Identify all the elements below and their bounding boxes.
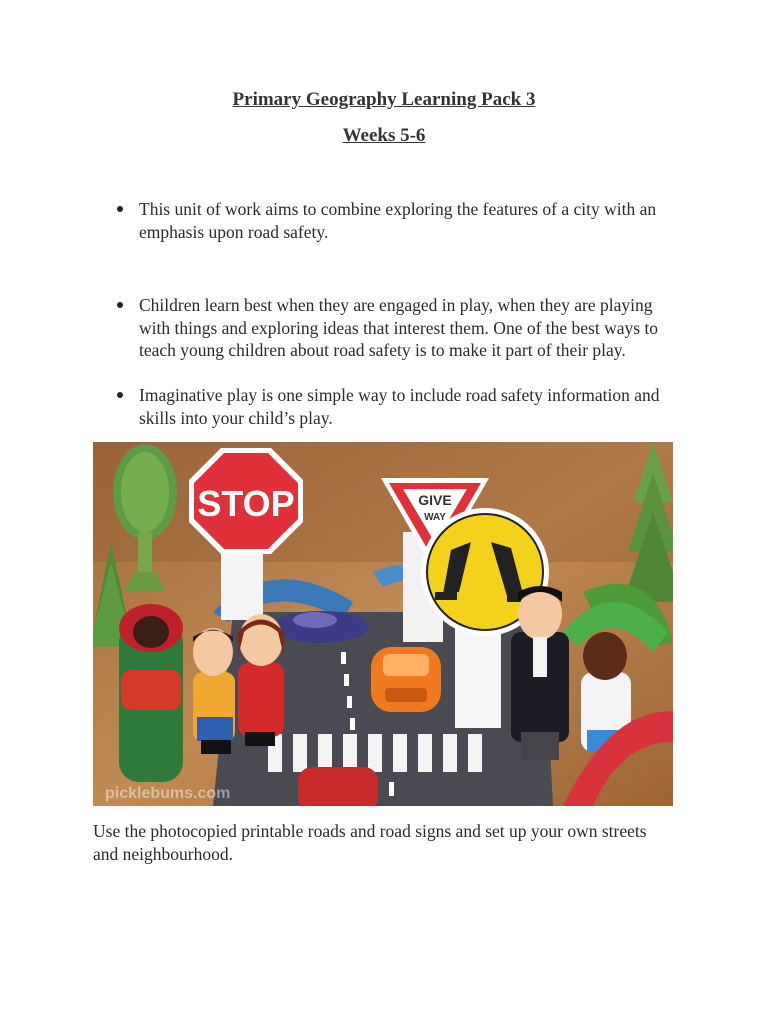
wooden-figure-girl [238,614,284,746]
wooden-figure-man [511,586,569,760]
bullet-item: This unit of work aims to combine exploring the features of a city with an emphasis upon road safety. [139,198,669,243]
orange-toy-car [371,647,441,712]
document-subtitle: Weeks 5-6 [342,125,426,146]
red-toy-car [298,767,378,806]
photo-watermark: picklebums.com [105,785,231,802]
wooden-figure-large [119,604,183,782]
photo-caption: Use the photocopied printable roads and road signs and set up your own streets and neighbourhood. [93,821,647,864]
bullet-item: Imaginative play is one simple way to include road safety information and skills into your child’s play. [139,384,669,429]
give-way-label-1: GIVE [418,492,452,508]
photo-illustration [93,442,673,806]
bullet-item: Children learn best when they are engaged in play, when they are playing with things and exploring ideas that interest them. One of the best ways to teach young children about road safety is to make it part of their play. [139,294,669,362]
road-safety-photo [93,442,673,806]
wooden-figure-boy [193,628,235,754]
purple-toy-car [273,611,369,643]
zebra-crossing [268,734,482,772]
document-title: Primary Geography Learning Pack 3 [232,89,536,110]
crossing-sign-pole [455,622,501,728]
stop-sign-icon [189,448,303,554]
give-way-label-2: WAY [424,512,446,523]
stop-sign-label: STOP [197,483,295,524]
